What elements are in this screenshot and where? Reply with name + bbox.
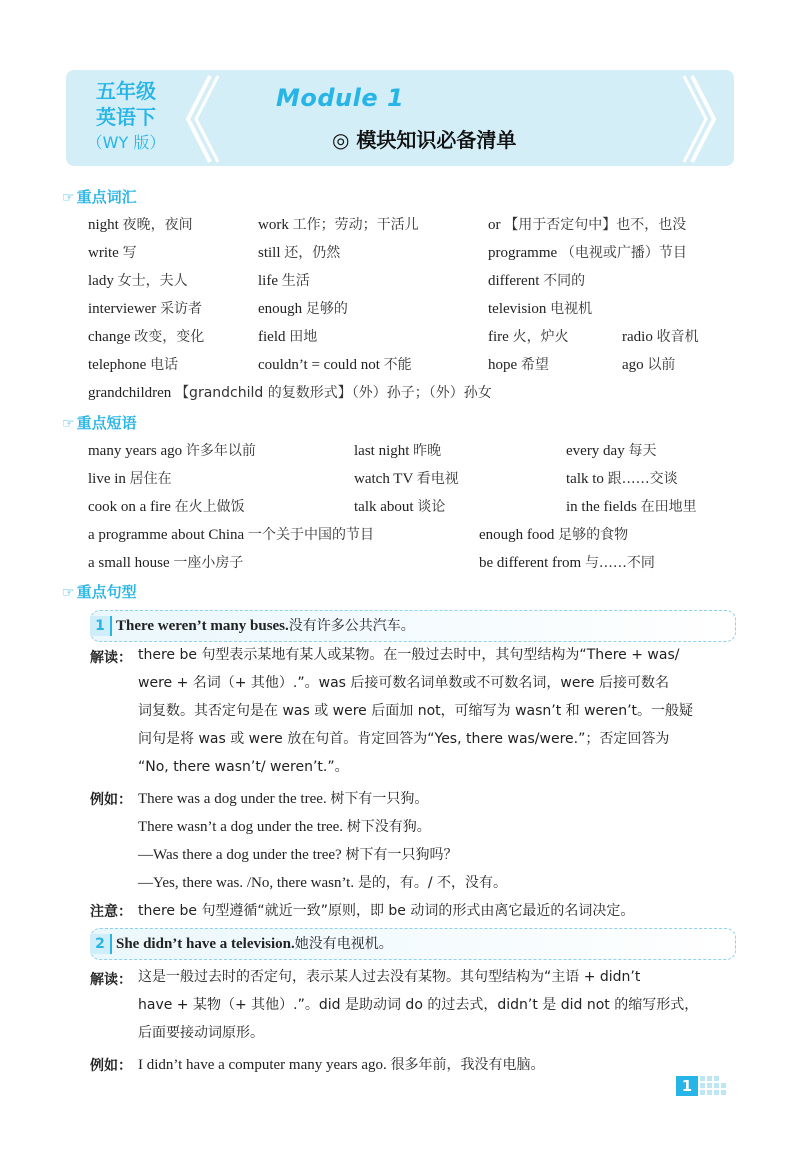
vocab-item: hope 希望 xyxy=(488,357,549,373)
vocab-item: write 写 xyxy=(88,245,137,261)
jiedu-text-1 xyxy=(138,641,738,781)
sentence-2: She didn’t have a television.她没有电视机。 xyxy=(116,936,393,952)
sentence-number-1: 1 xyxy=(90,616,112,636)
grade-line3: （WY 版） xyxy=(86,133,166,152)
phrase-item: every day 每天 xyxy=(566,443,657,459)
vocab-item: or 【用于否定句中】也不，也没 xyxy=(488,217,687,233)
example-3: —Was there a dog under the tree? 树下有一只狗吗？ xyxy=(138,847,458,863)
grade-line2: 英语下 xyxy=(96,105,156,129)
zhuyi-text: there be 句型遵循“就近一致”原则，即 be 动词的形式由离它最近的名词决定。 xyxy=(138,903,635,919)
grade-line1: 五年级 xyxy=(96,79,156,103)
page-subtitle: ◎ 模块知识必备清单 xyxy=(332,128,517,152)
vocab-section-title: ☞ 重点词汇 xyxy=(62,188,137,206)
jiedu-line: 词复数。其否定句是在 was 或 were 后面加 not，可缩写为 wasn’t 和 weren’t。一般疑 xyxy=(138,703,694,719)
phrase-item: in the fields 在田地里 xyxy=(566,499,697,515)
hand-pointer-icon: ☞ xyxy=(62,190,75,206)
jiedu-text-2 xyxy=(138,963,738,1047)
phrase-item: last night 昨晚 xyxy=(354,443,442,459)
vocab-item: life 生活 xyxy=(258,273,310,289)
phrase-item: a small house 一座小房子 xyxy=(88,555,244,571)
vocab-item: work 工作；劳动；干活儿 xyxy=(258,217,419,233)
sentence-number-2: 2 xyxy=(90,934,112,954)
example-2: There wasn’t a dog under the tree. 树下没有狗。 xyxy=(138,819,431,835)
sentence-1: There weren’t many buses.没有许多公共汽车。 xyxy=(116,618,415,634)
example-1: There was a dog under the tree. 树下有一只狗。 xyxy=(138,791,429,807)
jiedu-line: 这是一般过去时的否定句，表示某人过去没有某物。其句型结构为“主语 + didn’t xyxy=(138,969,641,985)
example-5: I didn’t have a computer many years ago. 很多年前，我没有电脑。 xyxy=(138,1057,545,1073)
phrase-item: live in 居住在 xyxy=(88,471,172,487)
jiedu-line: “No, there wasn’t/ weren’t.”。 xyxy=(138,759,349,775)
vocab-item: different 不同的 xyxy=(488,273,586,289)
vocab-item: lady 女士，夫人 xyxy=(88,273,188,289)
jiedu-label-1: 解读： xyxy=(90,650,132,666)
grade-label xyxy=(70,78,182,156)
phrase-item: talk about 谈论 xyxy=(354,499,446,515)
jiedu-label-2: 解读： xyxy=(90,972,132,988)
phrases-section-title: ☞ 重点短语 xyxy=(62,414,137,432)
left-chevron-decoration xyxy=(180,72,220,166)
jiedu-line: 后面要接动词原形。 xyxy=(138,1025,264,1041)
example-4: —Yes, there was. /No, there wasn’t. 是的，有。/ 不，没有。 xyxy=(138,875,508,891)
vocab-item: ago 以前 xyxy=(622,357,676,373)
vocab-item: radio 收音机 xyxy=(622,329,699,345)
phrase-item: cook on a fire 在火上做饭 xyxy=(88,499,245,515)
vocab-item: change 改变，变化 xyxy=(88,329,205,345)
vocab-item: fire 火，炉火 xyxy=(488,329,569,345)
page-number: 1 xyxy=(676,1076,698,1096)
vocab-item: grandchildren 【grandchild 的复数形式】（外）孙子；（外）孙女 xyxy=(88,385,492,401)
phrase-item: be different from 与……不同 xyxy=(479,555,655,571)
phrase-item: talk to 跟……交谈 xyxy=(566,471,678,487)
jiedu-line: there be 句型表示某地有某人或某物。在一般过去时中，其句型结构为“There + was/ xyxy=(138,647,680,663)
module-title: Module 1 xyxy=(276,84,405,112)
vocab-item: enough 足够的 xyxy=(258,301,348,317)
phrase-item: a programme about China 一个关于中国的节目 xyxy=(88,527,374,543)
vocab-item: telephone 电话 xyxy=(88,357,179,373)
right-chevron-decoration xyxy=(682,72,722,166)
liru-label-1: 例如： xyxy=(90,792,132,808)
grid-decoration xyxy=(700,1076,732,1098)
hand-pointer-icon: ☞ xyxy=(62,416,75,432)
jiedu-line: were + 名词（+ 其他）.”。was 后接可数名词单数或不可数名词，were 后接可数名 xyxy=(138,675,669,691)
vocab-item: couldn’t = could not 不能 xyxy=(258,357,412,373)
vocab-item: television 电视机 xyxy=(488,301,593,317)
phrase-item: many years ago 许多年以前 xyxy=(88,443,256,459)
jiedu-line: 问句是将 was 或 were 放在句首。肯定回答为“Yes, there was/were.”；否定回答为 xyxy=(138,731,670,747)
vocab-item: night 夜晚，夜间 xyxy=(88,217,193,233)
phrase-item: watch TV 看电视 xyxy=(354,471,459,487)
phrase-item: enough food 足够的食物 xyxy=(479,527,629,543)
liru-label-2: 例如： xyxy=(90,1058,132,1074)
vocab-item: programme （电视或广播）节目 xyxy=(488,245,687,261)
vocab-item: field 田地 xyxy=(258,329,318,345)
vocab-item: interviewer 采访者 xyxy=(88,301,203,317)
hand-pointer-icon: ☞ xyxy=(62,585,75,601)
zhuyi-label: 注意： xyxy=(90,904,132,920)
sentences-section-title: ☞ 重点句型 xyxy=(62,583,137,601)
vocab-item: still 还，仍然 xyxy=(258,245,341,261)
jiedu-line: have + 某物（+ 其他）.”。did 是助动词 do 的过去式，didn’t 是 did not 的缩写形式， xyxy=(138,997,699,1013)
